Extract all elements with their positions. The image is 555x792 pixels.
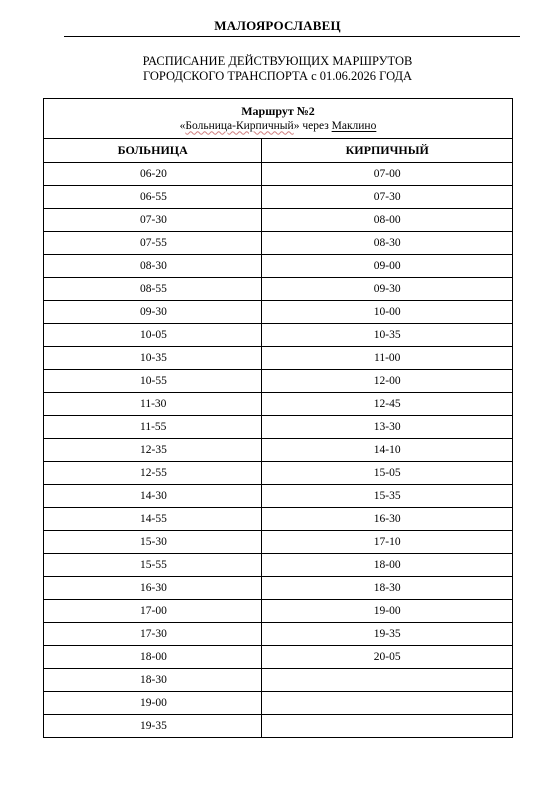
route-description — [44, 119, 512, 134]
table-row — [44, 692, 513, 715]
departure-time-hospital: 19-35 — [44, 715, 262, 738]
departure-time-kirpichny: 15-35 — [262, 485, 513, 508]
departure-time-kirpichny: 10-35 — [262, 324, 513, 347]
route-name: Больница-Кирпичный — [185, 119, 294, 132]
departure-time-hospital: 10-55 — [44, 370, 262, 393]
table-row — [44, 439, 513, 462]
departure-time-hospital: 15-30 — [44, 531, 262, 554]
table-row — [44, 462, 513, 485]
departure-time-kirpichny: 16-30 — [262, 508, 513, 531]
departure-time-hospital: 12-55 — [44, 462, 262, 485]
table-row — [44, 209, 513, 232]
table-row — [44, 531, 513, 554]
departure-time-hospital: 14-55 — [44, 508, 262, 531]
table-row — [44, 278, 513, 301]
column-header-hospital: БОЛЬНИЦА — [44, 139, 262, 163]
table-row — [44, 715, 513, 738]
route-via-place: Маклино — [331, 119, 377, 132]
departure-time-hospital: 07-30 — [44, 209, 262, 232]
table-row — [44, 370, 513, 393]
table-row — [44, 669, 513, 692]
table-row — [44, 623, 513, 646]
departure-time-hospital: 18-30 — [44, 669, 262, 692]
departure-time-hospital: 06-55 — [44, 186, 262, 209]
departure-time-hospital: 11-55 — [44, 416, 262, 439]
table-row — [44, 324, 513, 347]
table-row — [44, 232, 513, 255]
departure-time-kirpichny: 14-10 — [262, 439, 513, 462]
table-row — [44, 646, 513, 669]
route-header-cell — [44, 99, 513, 139]
table-row — [44, 393, 513, 416]
departure-time-hospital: 14-30 — [44, 485, 262, 508]
departure-time-hospital: 08-55 — [44, 278, 262, 301]
table-row — [44, 301, 513, 324]
departure-time-kirpichny: 11-00 — [262, 347, 513, 370]
departure-time-kirpichny: 19-35 — [262, 623, 513, 646]
departure-time-kirpichny: 08-30 — [262, 232, 513, 255]
table-row — [44, 163, 513, 186]
departure-time-kirpichny: 07-00 — [262, 163, 513, 186]
title-underline — [64, 36, 520, 37]
schedule-subtitle-line-1: РАСПИСАНИЕ ДЕЙСТВУЮЩИХ МАРШРУТОВ — [142, 54, 413, 68]
departure-time-kirpichny: 13-30 — [262, 416, 513, 439]
table-row — [44, 577, 513, 600]
departure-time-hospital: 10-35 — [44, 347, 262, 370]
departure-time-hospital: 19-00 — [44, 692, 262, 715]
schedule-rows — [44, 163, 513, 738]
table-row — [44, 485, 513, 508]
departure-time-kirpichny: 12-00 — [262, 370, 513, 393]
table-row — [44, 600, 513, 623]
route-title: Маршрут №2 — [241, 103, 315, 118]
departure-time-kirpichny — [262, 715, 513, 738]
departure-time-kirpichny: 18-00 — [262, 554, 513, 577]
route-header-row — [44, 99, 513, 139]
departure-time-kirpichny: 09-30 — [262, 278, 513, 301]
table-row — [44, 554, 513, 577]
departure-time-kirpichny: 15-05 — [262, 462, 513, 485]
departure-time-kirpichny: 09-00 — [262, 255, 513, 278]
departure-time-hospital: 15-55 — [44, 554, 262, 577]
table-row — [44, 255, 513, 278]
departure-time-kirpichny: 18-30 — [262, 577, 513, 600]
departure-time-kirpichny — [262, 669, 513, 692]
departure-time-kirpichny: 20-05 — [262, 646, 513, 669]
departure-time-hospital: 17-30 — [44, 623, 262, 646]
departure-time-kirpichny: 12-45 — [262, 393, 513, 416]
departure-time-kirpichny — [262, 692, 513, 715]
departure-time-hospital: 10-05 — [44, 324, 262, 347]
table-row — [44, 416, 513, 439]
departure-time-hospital: 06-20 — [44, 163, 262, 186]
departure-time-hospital: 17-00 — [44, 600, 262, 623]
column-header-row — [44, 139, 513, 163]
departure-time-hospital: 08-30 — [44, 255, 262, 278]
city-title: МАЛОЯРОСЛАВЕЦ — [214, 18, 341, 33]
departure-time-hospital: 09-30 — [44, 301, 262, 324]
table-row — [44, 186, 513, 209]
departure-time-hospital: 07-55 — [44, 232, 262, 255]
table-row — [44, 508, 513, 531]
departure-time-hospital: 18-00 — [44, 646, 262, 669]
departure-time-kirpichny: 07-30 — [262, 186, 513, 209]
departure-time-kirpichny: 17-10 — [262, 531, 513, 554]
table-row — [44, 347, 513, 370]
departure-time-kirpichny: 19-00 — [262, 600, 513, 623]
route-quote-close: » — [293, 119, 300, 132]
departure-time-kirpichny: 10-00 — [262, 301, 513, 324]
route-via-word: через — [299, 119, 332, 132]
departure-time-hospital: 11-30 — [44, 393, 262, 416]
departure-time-kirpichny: 08-00 — [262, 209, 513, 232]
departure-time-hospital: 12-35 — [44, 439, 262, 462]
column-header-kirpichny: КИРПИЧНЫЙ — [262, 139, 513, 163]
schedule-subtitle-line-2: ГОРОДСКОГО ТРАНСПОРТА с 01.06.2026 ГОДА — [142, 69, 413, 83]
departure-time-hospital: 16-30 — [44, 577, 262, 600]
schedule-table — [43, 98, 513, 738]
route-quote-open: « — [179, 119, 186, 132]
